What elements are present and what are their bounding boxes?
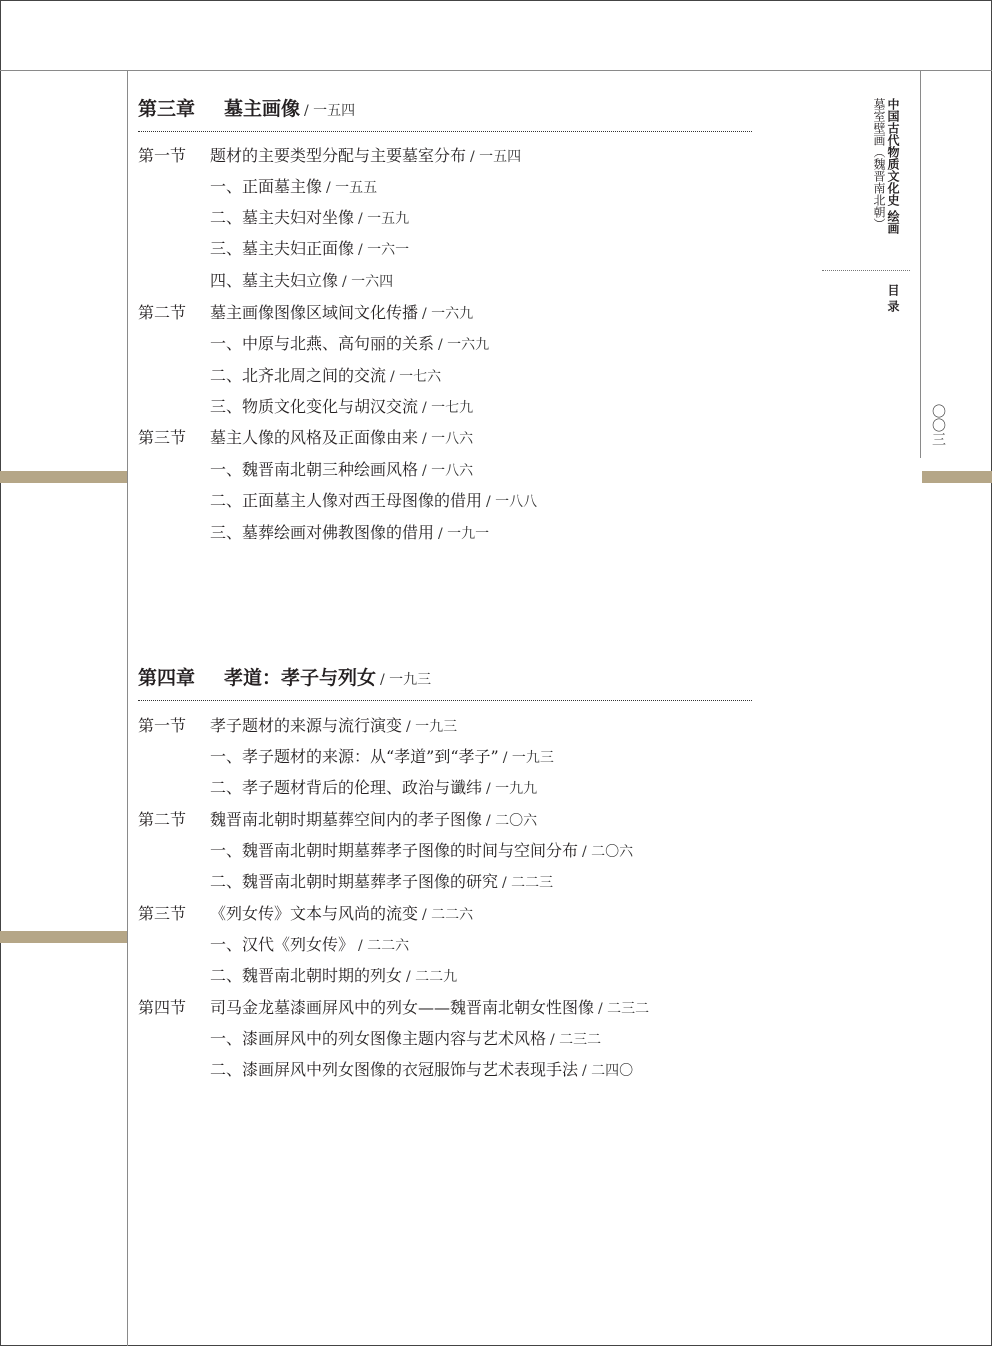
- section-label: 第一节: [138, 146, 187, 165]
- subsection-entry[interactable]: [210, 459, 473, 482]
- subsection-title: 三、物质文化变化与胡汉交流: [210, 397, 419, 416]
- section-title: 《列女传》文本与风尚的流变: [210, 904, 419, 923]
- chapter-heading: [138, 96, 355, 124]
- chapter-page: / 一五四: [304, 103, 356, 119]
- chapter-label: 第三章: [138, 98, 196, 120]
- subsection-title: 三、墓主夫妇正面像: [210, 239, 355, 258]
- subsection-entry[interactable]: [210, 333, 489, 356]
- section-entry[interactable]: [138, 903, 473, 926]
- subsection-entry[interactable]: [210, 840, 633, 863]
- section-title: 魏晋南北朝时期墓葬空间内的孝子图像: [210, 810, 483, 829]
- left-color-band-upper: [0, 471, 127, 483]
- subsection-entry[interactable]: [210, 522, 489, 545]
- section-title: 题材的主要类型分配与主要墓室分布: [210, 146, 467, 165]
- subsection-title: 二、北齐北周之间的交流: [210, 366, 387, 385]
- subsection-entry[interactable]: [210, 871, 553, 894]
- chapter-divider: [138, 131, 752, 132]
- subsection-entry[interactable]: [210, 490, 537, 513]
- subsection-page: / 二二六: [358, 938, 410, 954]
- chapter-page: / 一九三: [380, 672, 432, 688]
- section-page: / 二二六: [422, 907, 474, 923]
- section-page: / 一九三: [406, 719, 458, 735]
- subsection-page: / 二二三: [502, 875, 554, 891]
- subsection-page: / 一九一: [438, 526, 490, 542]
- subsection-page: / 一八六: [422, 463, 474, 479]
- section-title: 墓主画像图像区域间文化传播: [210, 303, 419, 322]
- subsection-title: 二、墓主夫妇对坐像: [210, 208, 355, 227]
- section-label: 第一节: [138, 716, 187, 735]
- section-entry[interactable]: [138, 809, 537, 832]
- subsection-page: / 二三二: [550, 1032, 602, 1048]
- section-label: 第三节: [138, 904, 187, 923]
- subsection-page: / 一五五: [326, 180, 378, 196]
- subsection-title: 一、孝子题材的来源：从“孝道”到“孝子”: [210, 747, 499, 766]
- subsection-title: 一、魏晋南北朝三种绘画风格: [210, 460, 419, 479]
- subsection-title: 三、墓葬绘画对佛教图像的借用: [210, 523, 435, 542]
- section-page: / 一六九: [422, 306, 474, 322]
- subsection-entry[interactable]: [210, 207, 409, 230]
- subsection-page: / 一六一: [358, 242, 410, 258]
- section-page: / 二三二: [598, 1001, 650, 1017]
- subsection-title: 四、墓主夫妇立像: [210, 271, 339, 290]
- left-margin-rule: [127, 70, 128, 1346]
- subsection-page: / 二四〇: [582, 1063, 634, 1079]
- subsection-title: 一、魏晋南北朝时期墓葬孝子图像的时间与空间分布: [210, 841, 579, 860]
- subsection-title: 一、中原与北燕、高句丽的关系: [210, 334, 435, 353]
- section-entry[interactable]: [138, 715, 457, 738]
- subsection-page: / 一九三: [502, 750, 554, 766]
- section-entry[interactable]: [138, 427, 473, 450]
- subsection-entry[interactable]: [210, 365, 441, 388]
- chapter-label: 第四章: [138, 667, 196, 689]
- section-title: 墓主人像的风格及正面像由来: [210, 428, 419, 447]
- running-head-book-title: 中国古代物质文化史 绘画: [886, 98, 900, 235]
- right-color-band: [922, 471, 992, 483]
- subsection-entry[interactable]: [210, 777, 537, 800]
- subsection-entry[interactable]: [210, 238, 409, 261]
- subsection-title: 二、漆画屏风中列女图像的衣冠服饰与艺术表现手法: [210, 1060, 579, 1079]
- subsection-entry[interactable]: [210, 746, 554, 769]
- subsection-page: / 一九九: [486, 781, 538, 797]
- subsection-title: 二、孝子题材背后的伦理、政治与谶纬: [210, 778, 483, 797]
- left-color-band-lower: [0, 931, 127, 943]
- subsection-entry[interactable]: [210, 176, 377, 199]
- subsection-page: / 一八八: [486, 494, 538, 510]
- subsection-title: 二、魏晋南北朝时期墓葬孝子图像的研究: [210, 872, 499, 891]
- subsection-page: / 一七九: [422, 400, 474, 416]
- section-label: 第二节: [138, 810, 187, 829]
- subsection-page: / 一六四: [342, 274, 394, 290]
- chapter-divider: [138, 700, 752, 701]
- subsection-page: / 二二九: [406, 969, 458, 985]
- subsection-title: 一、汉代《列女传》: [210, 935, 355, 954]
- section-page: / 一八六: [422, 431, 474, 447]
- section-page: / 一五四: [470, 149, 522, 165]
- section-label: 第四节: [138, 998, 187, 1017]
- subsection-title: 二、魏晋南北朝时期的列女: [210, 966, 403, 985]
- subsection-entry[interactable]: [210, 1059, 633, 1082]
- section-entry[interactable]: [138, 997, 649, 1020]
- subsection-title: 一、漆画屏风中的列女图像主题内容与艺术风格: [210, 1029, 547, 1048]
- subsection-entry[interactable]: [210, 934, 409, 957]
- subsection-entry[interactable]: [210, 965, 457, 988]
- page-number: 〇〇三: [930, 404, 946, 446]
- right-margin-rule: [920, 70, 921, 458]
- chapter-heading: [138, 665, 431, 693]
- subsection-page: / 一五九: [358, 211, 410, 227]
- subsection-page: / 一六九: [438, 337, 490, 353]
- header-rule: [0, 70, 992, 71]
- section-title: 孝子题材的来源与流行演变: [210, 716, 403, 735]
- running-head-section: 目 录: [886, 284, 900, 313]
- subsection-page: / 二〇六: [582, 844, 634, 860]
- section-entry[interactable]: [138, 145, 521, 168]
- section-page: / 二〇六: [486, 813, 538, 829]
- running-head-divider: [822, 270, 910, 271]
- section-entry[interactable]: [138, 302, 473, 325]
- section-title: 司马金龙墓漆画屏风中的列女——魏晋南北朝女性图像: [210, 998, 595, 1017]
- subsection-page: / 一七六: [390, 369, 442, 385]
- chapter-title: 墓主画像: [224, 98, 301, 120]
- subsection-entry[interactable]: [210, 270, 393, 293]
- subsection-title: 二、正面墓主人像对西王母图像的借用: [210, 491, 483, 510]
- subsection-title: 一、正面墓主像: [210, 177, 323, 196]
- chapter-title: 孝道：孝子与列女: [224, 667, 377, 689]
- subsection-entry[interactable]: [210, 396, 473, 419]
- running-head-volume: 墓室壁画（魏晋南北朝）: [872, 98, 886, 230]
- subsection-entry[interactable]: [210, 1028, 601, 1051]
- section-label: 第二节: [138, 303, 187, 322]
- section-label: 第三节: [138, 428, 187, 447]
